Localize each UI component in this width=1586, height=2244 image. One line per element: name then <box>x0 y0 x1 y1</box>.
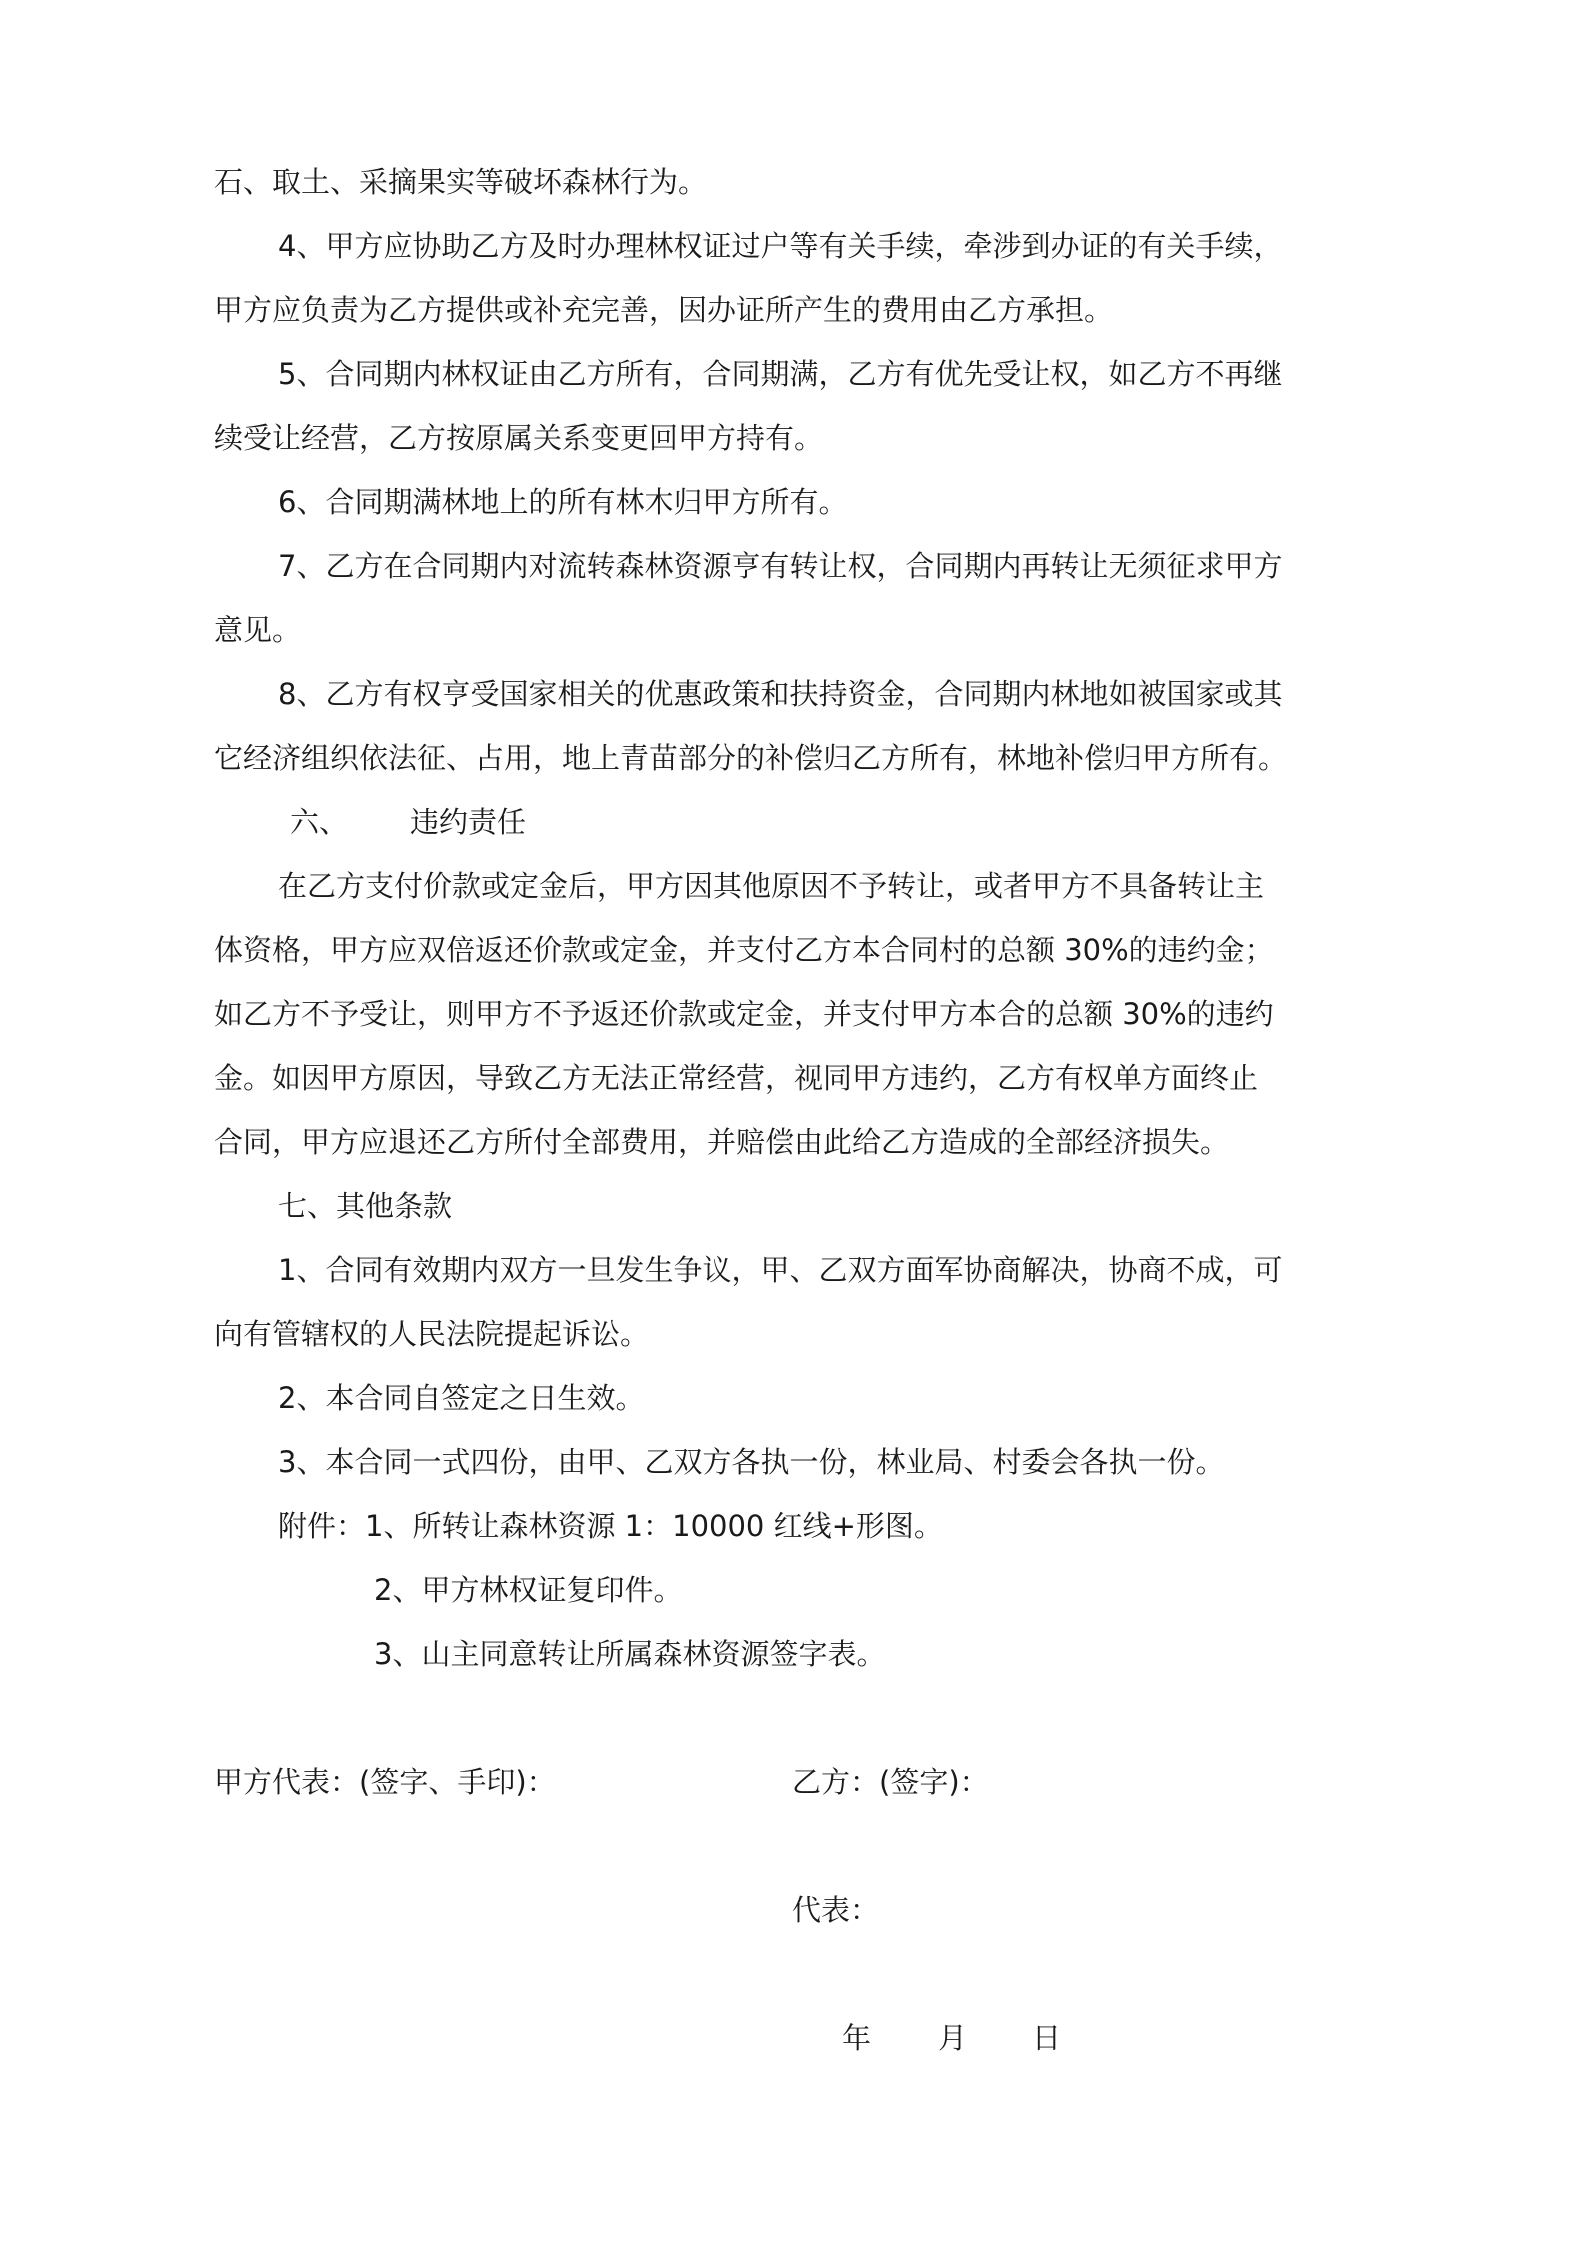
other-clause-line: 2、本合同自签定之日生效。 <box>278 1381 645 1415</box>
clause-line: 它经济组织依法征、占用，地上青苗部分的补偿归乙方所有，林地补偿归甲方所有。 <box>214 741 1288 775</box>
representative-label: 代表： <box>792 1893 880 1927</box>
signature-row <box>214 1750 1384 1814</box>
spacer <box>214 1814 1384 1878</box>
other-clause-line: 3、本合同一式四份，由甲、乙双方各执一份，林业局、村委会各执一份。 <box>278 1445 1225 1479</box>
section-number: 六、 <box>290 805 349 839</box>
day-label: 日 <box>1032 2021 1062 2055</box>
section-title: 违约责任 <box>410 805 527 839</box>
clause-line: 6、合同期满林地上的所有林木归甲方所有。 <box>278 485 848 519</box>
attachment-item: 3、山主同意转让所属森林资源签字表。 <box>374 1637 886 1671</box>
other-clause-line: 1、合同有效期内双方一旦发生争议，甲、乙双方面军协商解决，协商不成，可 <box>278 1253 1283 1287</box>
attachment-item: 附件：1、所转让森林资源 1：10000 红线+形图。 <box>278 1509 943 1543</box>
clause-line: 7、乙方在合同期内对流转森林资源亨有转让权，合同期内再转让无须征求甲方 <box>278 549 1283 583</box>
breach-line: 合同，甲方应退还乙方所付全部费用，并赔偿由此给乙方造成的全部经济损失。 <box>214 1125 1230 1159</box>
breach-line: 在乙方支付价款或定金后，甲方因其他原因不予转让，或者甲方不具备转让主 <box>278 869 1265 903</box>
year-label: 年 <box>842 2021 872 2055</box>
clause-line: 意见。 <box>214 613 302 647</box>
breach-line: 金。如因甲方原因，导致乙方无法正常经营，视同甲方违约，乙方有权单方面终止 <box>214 1061 1259 1095</box>
month-label: 月 <box>938 2021 968 2055</box>
clause-line: 石、取土、采摘果实等破坏森林行为。 <box>214 165 708 199</box>
clause-line: 续受让经营，乙方按原属关系变更回甲方持有。 <box>214 421 824 455</box>
other-clause-line: 向有管辖权的人民法院提起诉讼。 <box>214 1317 650 1351</box>
clause-line: 8、乙方有权亨受国家相关的优惠政策和扶持资金，合同期内林地如被国家或其 <box>278 677 1283 711</box>
spacer <box>214 1942 1384 2006</box>
breach-line: 体资格，甲方应双倍返还价款或定金，并支付乙方本合同村的总额 30%的违约金； <box>214 933 1274 967</box>
attachment-item: 2、甲方林权证复印件。 <box>374 1573 683 1607</box>
document-body <box>214 150 1384 2070</box>
clause-line: 4、甲方应协助乙方及时办理林权证过户等有关手续，牵涉到办证的有关手续， <box>278 229 1283 263</box>
representative-row <box>214 1878 1384 1942</box>
party-a-signature-label: 甲方代表：(签字、手印)： <box>214 1765 556 1799</box>
clause-line: 甲方应负责为乙方提供或补充完善，因办证所产生的费用由乙方承担。 <box>214 293 1114 327</box>
party-b-signature-label: 乙方：(签字)： <box>792 1765 989 1799</box>
spacer <box>214 1686 1384 1750</box>
date-row <box>214 2006 1384 2070</box>
section-heading-other: 七、其他条款 <box>278 1189 453 1223</box>
section-heading-breach <box>214 790 1384 854</box>
clause-line: 5、合同期内林权证由乙方所有，合同期满，乙方有优先受让权，如乙方不再继 <box>278 357 1283 391</box>
breach-line: 如乙方不予受让，则甲方不予返还价款或定金，并支付甲方本合的总额 30%的违约 <box>214 997 1274 1031</box>
